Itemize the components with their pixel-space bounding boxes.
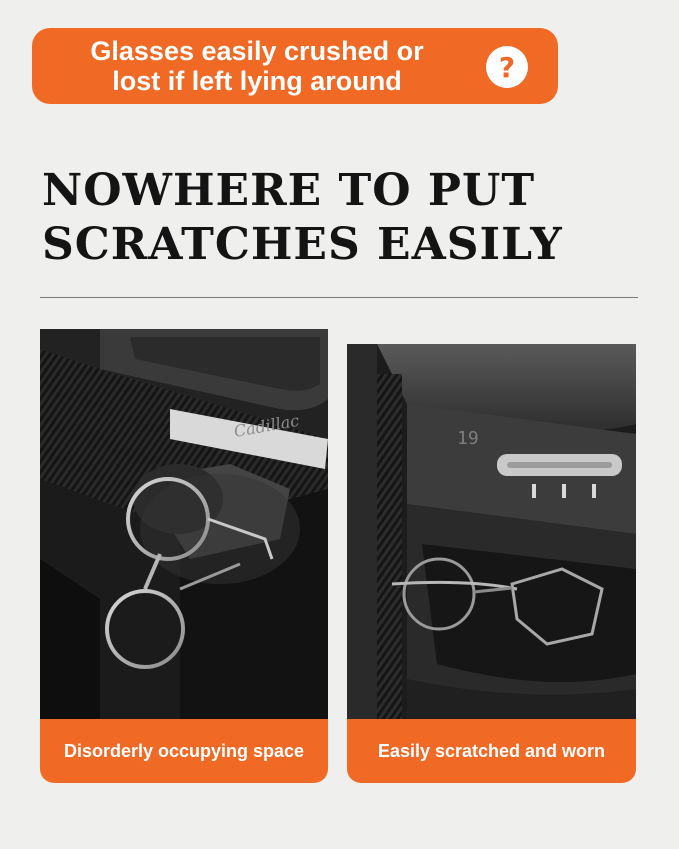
divider <box>40 297 638 298</box>
display-digits: 19 <box>457 428 479 449</box>
caption-easily-scratched-and-worn: Easily scratched and worn <box>347 719 636 783</box>
glasses-in-car-console-photo <box>40 329 328 719</box>
headline-banner <box>32 28 558 104</box>
banner-text: Glasses easily crushed or lost if left lying around <box>90 36 424 96</box>
glasses-in-dashboard-tray-photo <box>347 344 636 719</box>
page-title: NOWHERE TO PUT SCRATCHES EASILY <box>42 165 563 270</box>
caption-disorderly-occupying-space: Disorderly occupying space <box>40 719 328 783</box>
question-mark-icon: ? <box>486 46 528 88</box>
cadillac-logo: Cadillac <box>232 410 301 441</box>
